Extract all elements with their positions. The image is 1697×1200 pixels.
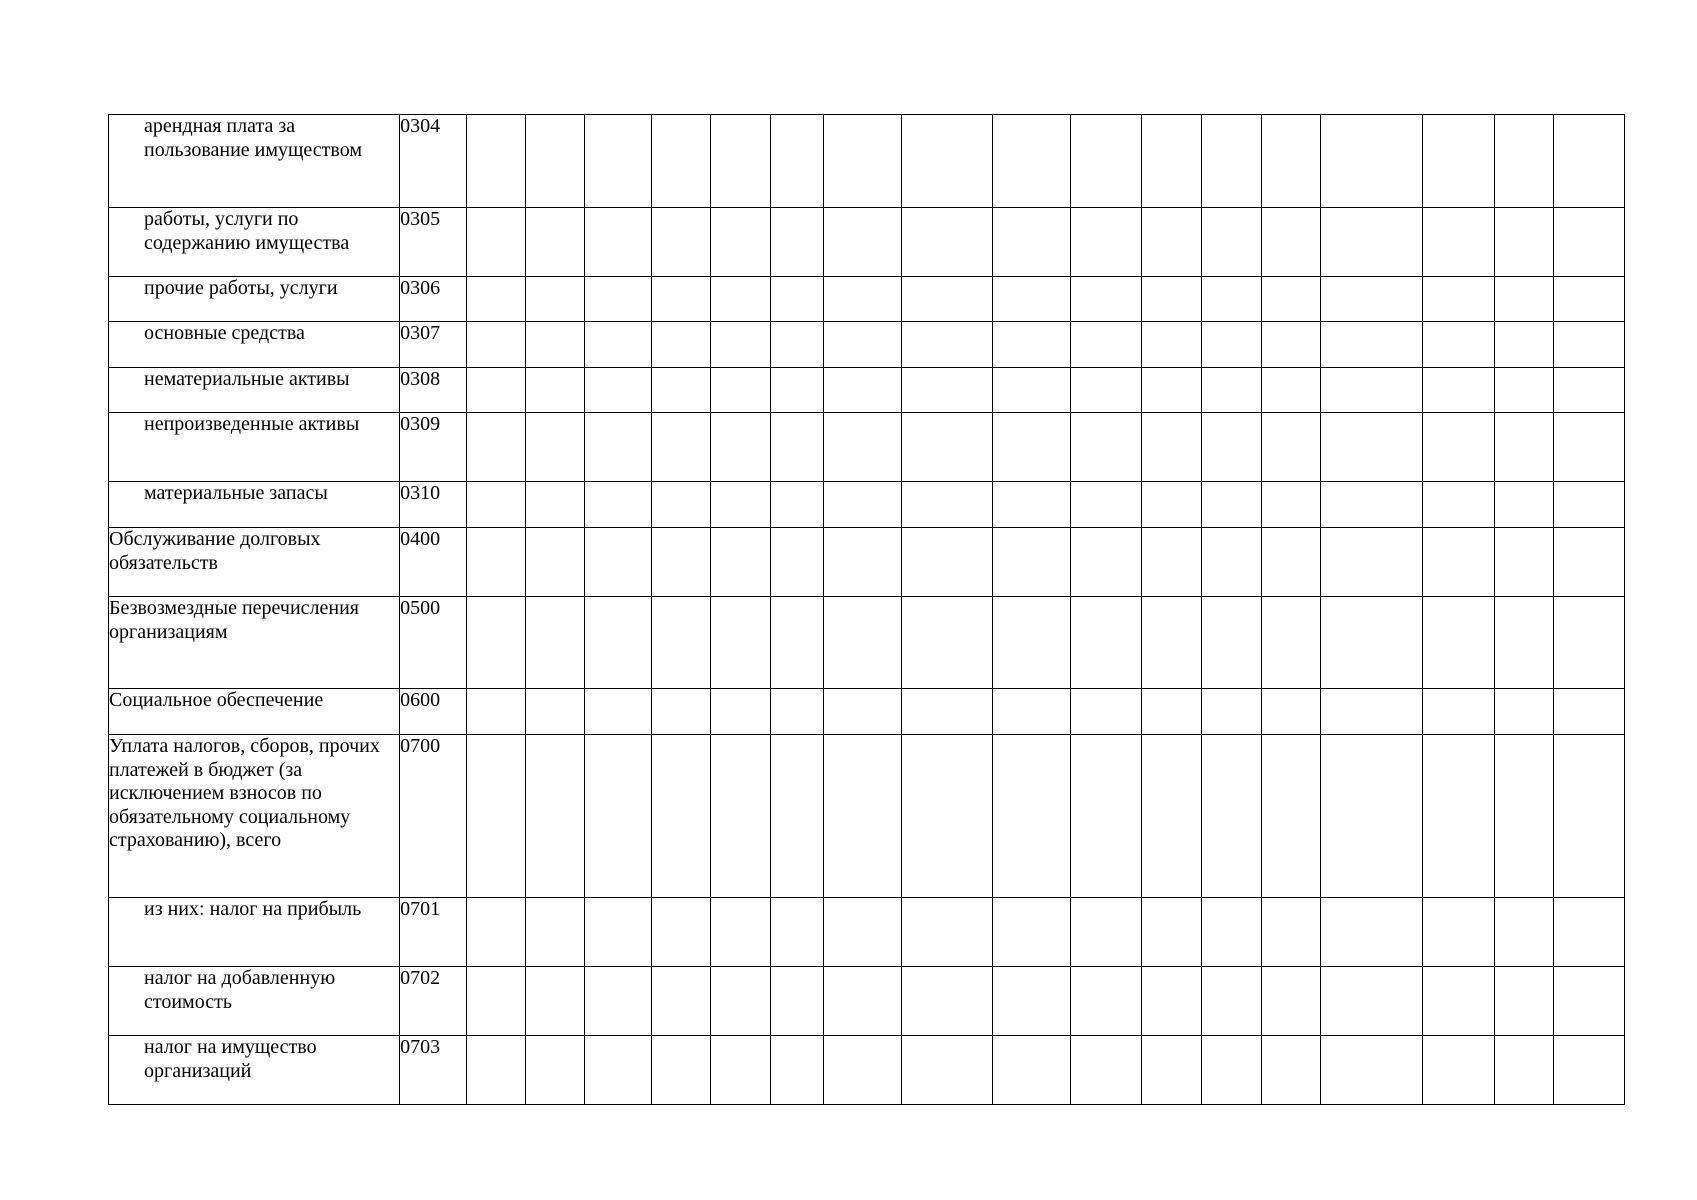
value-cell — [525, 208, 584, 277]
row-name-cell: из них: налог на прибыль — [109, 898, 400, 967]
value-cell — [902, 528, 992, 597]
value-cell — [1070, 898, 1142, 967]
value-cell — [1261, 689, 1320, 735]
value-cell — [992, 967, 1070, 1036]
value-cell — [466, 208, 525, 277]
value-cell — [771, 528, 824, 597]
value-cell — [1142, 735, 1201, 898]
value-cell — [710, 597, 770, 689]
value-cell — [1070, 735, 1142, 898]
value-cell — [824, 967, 902, 1036]
value-cell — [1142, 528, 1201, 597]
value-cell — [1201, 115, 1261, 208]
value-cell — [710, 482, 770, 528]
value-cell — [1201, 597, 1261, 689]
value-cell — [771, 208, 824, 277]
value-cell — [902, 735, 992, 898]
value-cell — [585, 597, 652, 689]
value-cell — [824, 115, 902, 208]
value-cell — [585, 528, 652, 597]
value-cell — [771, 735, 824, 898]
value-cell — [1070, 597, 1142, 689]
value-cell — [585, 368, 652, 413]
row-name-cell: основные средства — [109, 322, 400, 368]
value-cell — [525, 898, 584, 967]
row-name-cell: непроизведенные активы — [109, 413, 400, 482]
report-table — [108, 114, 1625, 1105]
value-cell — [1142, 967, 1201, 1036]
value-cell — [1423, 413, 1495, 482]
value-cell — [902, 277, 992, 322]
table-body — [109, 115, 1625, 1105]
value-cell — [1423, 368, 1495, 413]
table-row — [109, 735, 1625, 898]
value-cell — [1321, 277, 1423, 322]
table-row — [109, 898, 1625, 967]
value-cell — [585, 208, 652, 277]
row-name-cell: Безвозмездные перечисления организациям — [109, 597, 400, 689]
value-cell — [1494, 528, 1553, 597]
value-cell — [1070, 1036, 1142, 1105]
table-row — [109, 967, 1625, 1036]
value-cell — [902, 689, 992, 735]
value-cell — [824, 277, 902, 322]
value-cell — [1142, 208, 1201, 277]
row-code-cell: 0703 — [400, 1036, 467, 1105]
value-cell — [1070, 482, 1142, 528]
value-cell — [651, 368, 710, 413]
value-cell — [525, 689, 584, 735]
value-cell — [771, 277, 824, 322]
value-cell — [1423, 208, 1495, 277]
row-name-cell: материальные запасы — [109, 482, 400, 528]
value-cell — [902, 115, 992, 208]
value-cell — [824, 208, 902, 277]
value-cell — [1201, 528, 1261, 597]
value-cell — [771, 597, 824, 689]
value-cell — [992, 277, 1070, 322]
value-cell — [1070, 115, 1142, 208]
row-code-cell: 0701 — [400, 898, 467, 967]
value-cell — [824, 482, 902, 528]
value-cell — [1261, 735, 1320, 898]
value-cell — [651, 413, 710, 482]
value-cell — [771, 898, 824, 967]
value-cell — [902, 368, 992, 413]
value-cell — [525, 368, 584, 413]
value-cell — [710, 208, 770, 277]
value-cell — [525, 115, 584, 208]
value-cell — [1070, 528, 1142, 597]
value-cell — [1321, 413, 1423, 482]
table-row — [109, 208, 1625, 277]
value-cell — [1554, 208, 1625, 277]
value-cell — [651, 528, 710, 597]
value-cell — [1554, 735, 1625, 898]
value-cell — [992, 898, 1070, 967]
value-cell — [651, 898, 710, 967]
value-cell — [585, 482, 652, 528]
value-cell — [1321, 208, 1423, 277]
value-cell — [1554, 115, 1625, 208]
value-cell — [525, 967, 584, 1036]
row-code-cell: 0308 — [400, 368, 467, 413]
value-cell — [1494, 597, 1553, 689]
row-code-cell: 0310 — [400, 482, 467, 528]
value-cell — [1423, 115, 1495, 208]
value-cell — [992, 413, 1070, 482]
value-cell — [1494, 208, 1553, 277]
row-code-cell: 0307 — [400, 322, 467, 368]
value-cell — [651, 277, 710, 322]
value-cell — [1554, 413, 1625, 482]
value-cell — [902, 597, 992, 689]
value-cell — [466, 482, 525, 528]
table-row — [109, 115, 1625, 208]
value-cell — [1261, 115, 1320, 208]
value-cell — [992, 322, 1070, 368]
value-cell — [710, 735, 770, 898]
value-cell — [1070, 689, 1142, 735]
value-cell — [1494, 735, 1553, 898]
value-cell — [525, 735, 584, 898]
value-cell — [1142, 597, 1201, 689]
value-cell — [1261, 413, 1320, 482]
value-cell — [1261, 208, 1320, 277]
row-name-cell: Социальное обеспечение — [109, 689, 400, 735]
value-cell — [585, 898, 652, 967]
value-cell — [466, 735, 525, 898]
value-cell — [824, 528, 902, 597]
row-name-cell: налог на имущество организаций — [109, 1036, 400, 1105]
table-row — [109, 597, 1625, 689]
value-cell — [1554, 482, 1625, 528]
value-cell — [1423, 967, 1495, 1036]
value-cell — [1142, 482, 1201, 528]
table-row — [109, 413, 1625, 482]
value-cell — [466, 1036, 525, 1105]
value-cell — [824, 322, 902, 368]
value-cell — [1554, 277, 1625, 322]
value-cell — [651, 967, 710, 1036]
value-cell — [771, 322, 824, 368]
value-cell — [1494, 277, 1553, 322]
value-cell — [525, 1036, 584, 1105]
value-cell — [824, 1036, 902, 1105]
value-cell — [1201, 413, 1261, 482]
value-cell — [1201, 368, 1261, 413]
value-cell — [585, 322, 652, 368]
value-cell — [1142, 1036, 1201, 1105]
value-cell — [992, 368, 1070, 413]
value-cell — [585, 967, 652, 1036]
value-cell — [710, 967, 770, 1036]
value-cell — [1142, 689, 1201, 735]
value-cell — [710, 1036, 770, 1105]
value-cell — [1494, 368, 1553, 413]
value-cell — [1070, 368, 1142, 413]
value-cell — [1201, 689, 1261, 735]
row-name-cell: арендная плата за пользование имуществом — [109, 115, 400, 208]
value-cell — [525, 597, 584, 689]
value-cell — [1201, 898, 1261, 967]
value-cell — [1494, 322, 1553, 368]
value-cell — [710, 368, 770, 413]
value-cell — [1554, 528, 1625, 597]
value-cell — [1261, 528, 1320, 597]
value-cell — [651, 1036, 710, 1105]
value-cell — [824, 597, 902, 689]
value-cell — [466, 689, 525, 735]
value-cell — [1321, 735, 1423, 898]
value-cell — [1142, 898, 1201, 967]
value-cell — [651, 482, 710, 528]
value-cell — [1261, 967, 1320, 1036]
value-cell — [902, 1036, 992, 1105]
value-cell — [1321, 898, 1423, 967]
value-cell — [466, 368, 525, 413]
row-name-cell: Уплата налогов, сборов, прочих платежей в бюджет (за исключением взносов по обязательному социальному страхованию), всего — [109, 735, 400, 898]
table-row — [109, 277, 1625, 322]
value-cell — [1554, 597, 1625, 689]
value-cell — [1201, 967, 1261, 1036]
value-cell — [1494, 689, 1553, 735]
value-cell — [466, 597, 525, 689]
value-cell — [992, 208, 1070, 277]
value-cell — [466, 322, 525, 368]
value-cell — [771, 115, 824, 208]
row-code-cell: 0304 — [400, 115, 467, 208]
value-cell — [1423, 898, 1495, 967]
value-cell — [710, 898, 770, 967]
row-code-cell: 0306 — [400, 277, 467, 322]
row-name-cell: Обслуживание долговых обязательств — [109, 528, 400, 597]
value-cell — [1142, 413, 1201, 482]
table-row — [109, 322, 1625, 368]
value-cell — [1554, 322, 1625, 368]
value-cell — [1423, 482, 1495, 528]
value-cell — [1142, 277, 1201, 322]
value-cell — [651, 689, 710, 735]
value-cell — [1201, 1036, 1261, 1105]
value-cell — [771, 368, 824, 413]
value-cell — [1070, 322, 1142, 368]
value-cell — [1261, 898, 1320, 967]
row-code-cell: 0305 — [400, 208, 467, 277]
value-cell — [1494, 413, 1553, 482]
value-cell — [1142, 115, 1201, 208]
row-code-cell: 0500 — [400, 597, 467, 689]
value-cell — [1494, 1036, 1553, 1105]
value-cell — [902, 967, 992, 1036]
value-cell — [1261, 1036, 1320, 1105]
value-cell — [824, 413, 902, 482]
value-cell — [824, 368, 902, 413]
value-cell — [1321, 597, 1423, 689]
value-cell — [992, 689, 1070, 735]
value-cell — [1201, 482, 1261, 528]
value-cell — [651, 208, 710, 277]
value-cell — [1201, 322, 1261, 368]
value-cell — [1261, 277, 1320, 322]
value-cell — [1070, 967, 1142, 1036]
value-cell — [1321, 322, 1423, 368]
value-cell — [525, 413, 584, 482]
value-cell — [710, 689, 770, 735]
value-cell — [466, 528, 525, 597]
value-cell — [466, 967, 525, 1036]
row-code-cell: 0702 — [400, 967, 467, 1036]
value-cell — [1070, 277, 1142, 322]
value-cell — [824, 735, 902, 898]
value-cell — [651, 115, 710, 208]
table-row — [109, 482, 1625, 528]
value-cell — [1321, 368, 1423, 413]
value-cell — [525, 528, 584, 597]
row-name-cell: нематериальные активы — [109, 368, 400, 413]
value-cell — [710, 528, 770, 597]
row-name-cell: налог на добавленную стоимость — [109, 967, 400, 1036]
value-cell — [992, 115, 1070, 208]
value-cell — [1494, 115, 1553, 208]
value-cell — [1261, 368, 1320, 413]
value-cell — [1142, 322, 1201, 368]
value-cell — [585, 413, 652, 482]
value-cell — [525, 277, 584, 322]
value-cell — [1321, 689, 1423, 735]
value-cell — [525, 322, 584, 368]
value-cell — [992, 597, 1070, 689]
value-cell — [585, 115, 652, 208]
value-cell — [992, 482, 1070, 528]
value-cell — [1494, 967, 1553, 1036]
value-cell — [1321, 967, 1423, 1036]
value-cell — [585, 735, 652, 898]
value-cell — [902, 208, 992, 277]
value-cell — [902, 482, 992, 528]
value-cell — [1554, 967, 1625, 1036]
value-cell — [1554, 1036, 1625, 1105]
value-cell — [466, 277, 525, 322]
value-cell — [771, 413, 824, 482]
value-cell — [710, 413, 770, 482]
value-cell — [710, 115, 770, 208]
value-cell — [1201, 208, 1261, 277]
value-cell — [771, 1036, 824, 1105]
table-row — [109, 368, 1625, 413]
table-row — [109, 528, 1625, 597]
value-cell — [771, 482, 824, 528]
value-cell — [1494, 482, 1553, 528]
value-cell — [1554, 689, 1625, 735]
value-cell — [466, 413, 525, 482]
value-cell — [902, 413, 992, 482]
value-cell — [651, 735, 710, 898]
value-cell — [585, 277, 652, 322]
value-cell — [1423, 689, 1495, 735]
value-cell — [651, 597, 710, 689]
value-cell — [771, 967, 824, 1036]
value-cell — [1070, 413, 1142, 482]
value-cell — [1201, 735, 1261, 898]
value-cell — [902, 322, 992, 368]
value-cell — [1321, 1036, 1423, 1105]
value-cell — [824, 898, 902, 967]
row-code-cell: 0600 — [400, 689, 467, 735]
value-cell — [1261, 482, 1320, 528]
value-cell — [1494, 898, 1553, 967]
value-cell — [1261, 322, 1320, 368]
value-cell — [1423, 528, 1495, 597]
row-name-cell: прочие работы, услуги — [109, 277, 400, 322]
value-cell — [651, 322, 710, 368]
value-cell — [525, 482, 584, 528]
value-cell — [1423, 597, 1495, 689]
value-cell — [992, 735, 1070, 898]
value-cell — [466, 115, 525, 208]
value-cell — [585, 1036, 652, 1105]
value-cell — [1321, 115, 1423, 208]
value-cell — [585, 689, 652, 735]
value-cell — [902, 898, 992, 967]
row-code-cell: 0700 — [400, 735, 467, 898]
value-cell — [1423, 735, 1495, 898]
value-cell — [1423, 322, 1495, 368]
value-cell — [1554, 898, 1625, 967]
value-cell — [1201, 277, 1261, 322]
row-name-cell: работы, услуги по содержанию имущества — [109, 208, 400, 277]
value-cell — [1321, 482, 1423, 528]
value-cell — [1423, 1036, 1495, 1105]
value-cell — [710, 322, 770, 368]
value-cell — [992, 1036, 1070, 1105]
table-row — [109, 689, 1625, 735]
value-cell — [1261, 597, 1320, 689]
value-cell — [824, 689, 902, 735]
row-code-cell: 0309 — [400, 413, 467, 482]
value-cell — [1070, 208, 1142, 277]
row-code-cell: 0400 — [400, 528, 467, 597]
value-cell — [466, 898, 525, 967]
table-row — [109, 1036, 1625, 1105]
value-cell — [1554, 368, 1625, 413]
value-cell — [710, 277, 770, 322]
value-cell — [1321, 528, 1423, 597]
value-cell — [771, 689, 824, 735]
value-cell — [1423, 277, 1495, 322]
value-cell — [1142, 368, 1201, 413]
value-cell — [992, 528, 1070, 597]
